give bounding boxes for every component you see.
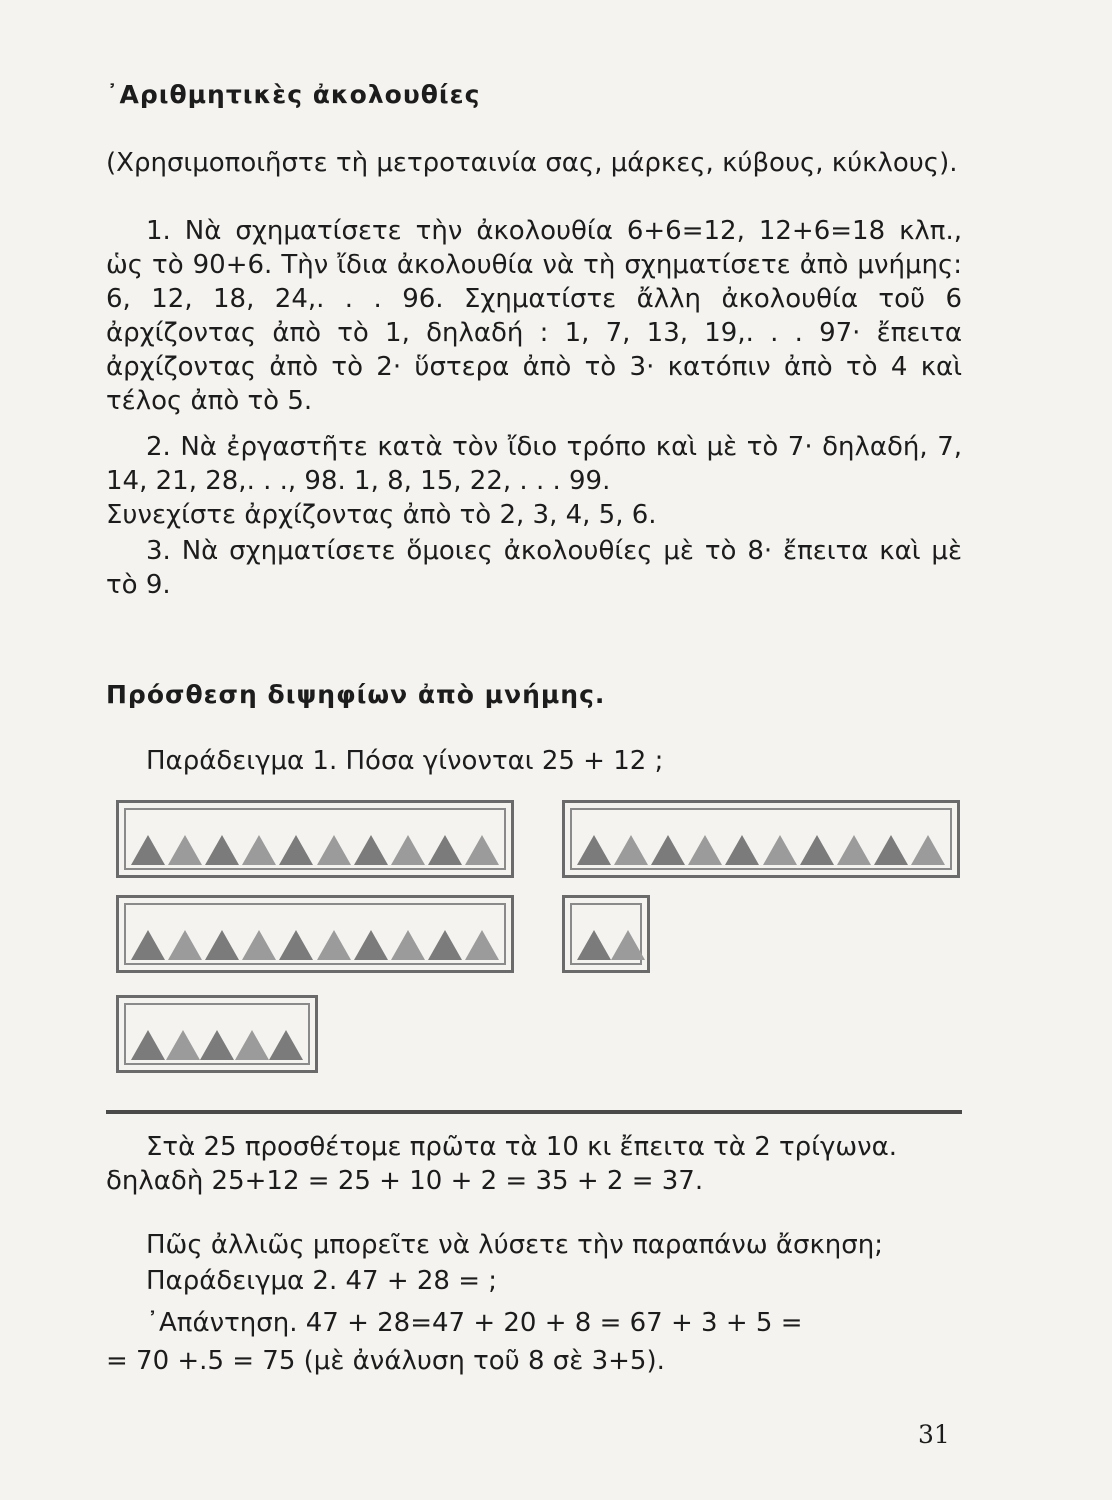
exercise-1: 1. Νὰ σχηματίσετε τὴν ἀκολουθία 6+6=12, 12+6=18 κλπ., ὡς τὸ 90+6. Τὴν ἴδια ἀκολουθία νὰ τὴ σχηματίσετε ἀπὸ μνήμης: 6, 12, 18, 24,. . . 96. Σχηματίστε ἄλλη ἀκολουθία τοῦ 6 ἀρχίζοντας ἀπὸ τὸ 1, δηλαδή : 1, 7, 13, 19,. . . 97· ἔπειτα ἀρχίζοντας ἀπὸ τὸ 2· ὕστερα ἀπὸ τὸ 3· κατόπιν ἀπὸ τὸ 4 καὶ τέλος ἀπὸ τὸ 5. bbox=[106, 216, 962, 416]
triangle-icon bbox=[205, 835, 239, 865]
example-1: Παράδειγμα 1. Πόσα γίνονται 25 + 12 ; bbox=[146, 746, 664, 776]
triangle-box-b bbox=[562, 800, 960, 878]
triangle-icon bbox=[131, 930, 165, 960]
triangle-icon bbox=[465, 930, 499, 960]
triangle-icon bbox=[235, 1030, 269, 1060]
triangle-icon bbox=[317, 930, 351, 960]
answer-line-2: = 70 +.5 = 75 (μὲ ἀνάλυση τοῦ 8 σὲ 3+5). bbox=[106, 1346, 665, 1376]
exercise-3: 3. Νὰ σχηματίσετε ὅμοιες ἀκολουθίες μὲ τὸ 8· ἔπειτα καὶ μὲ τὸ 9. bbox=[106, 536, 962, 600]
triangle-icon bbox=[168, 835, 202, 865]
intro-paragraph: (Χρησιμοποιῆστε τὴ μετροταινία σας, μάρκες, κύβους, κύκλους). bbox=[106, 148, 958, 178]
question: Πῶς ἀλλιῶς μπορεῖτε νὰ λύσετε τὴν παραπάνω ἄσκηση; bbox=[146, 1230, 883, 1260]
triangle-row bbox=[577, 910, 635, 960]
triangle-row bbox=[131, 815, 499, 865]
triangle-icon bbox=[837, 835, 871, 865]
triangle-icon bbox=[577, 835, 611, 865]
triangle-icon bbox=[317, 835, 351, 865]
triangle-icon bbox=[428, 835, 462, 865]
triangle-row bbox=[131, 1010, 303, 1060]
triangle-icon bbox=[763, 835, 797, 865]
triangle-icon bbox=[242, 835, 276, 865]
section-title-addition: Πρόσθεση διψηφίων ἀπὸ μνήμης. bbox=[106, 680, 606, 709]
explanation-line-2: δηλαδὴ 25+12 = 25 + 10 + 2 = 35 + 2 = 37. bbox=[106, 1166, 704, 1196]
triangle-box-c bbox=[116, 895, 514, 973]
example-2: Παράδειγμα 2. 47 + 28 = ; bbox=[146, 1266, 498, 1296]
triangle-icon bbox=[168, 930, 202, 960]
triangle-icon bbox=[465, 835, 499, 865]
triangle-row bbox=[131, 910, 499, 960]
triangle-icon bbox=[725, 835, 759, 865]
triangle-icon bbox=[242, 930, 276, 960]
triangle-icon bbox=[279, 930, 313, 960]
triangle-icon bbox=[269, 1030, 303, 1060]
triangle-icon bbox=[354, 835, 388, 865]
triangle-box-e bbox=[116, 995, 318, 1073]
triangle-icon bbox=[279, 835, 313, 865]
triangle-icon bbox=[205, 930, 239, 960]
exercise-2: 2. Νὰ ἐργαστῆτε κατὰ τὸν ἴδιο τρόπο καὶ μὲ τὸ 7· δηλαδή, 7, 14, 21, 28,. . ., 98. 1, 8, 15, 22, . . . 99. bbox=[106, 432, 962, 496]
triangle-icon bbox=[428, 930, 462, 960]
triangle-box-a bbox=[116, 800, 514, 878]
triangle-icon bbox=[131, 1030, 165, 1060]
triangle-icon bbox=[166, 1030, 200, 1060]
triangle-icon bbox=[131, 835, 165, 865]
triangle-icon bbox=[577, 930, 611, 960]
triangle-icon bbox=[391, 930, 425, 960]
triangle-icon bbox=[611, 930, 645, 960]
triangle-icon bbox=[874, 835, 908, 865]
triangle-row bbox=[577, 815, 945, 865]
explanation-line-1: Στὰ 25 προσθέτομε πρῶτα τὰ 10 κι ἔπειτα τὰ 2 τρίγωνα. bbox=[146, 1132, 898, 1162]
exercise-2-continue: Συνεχίστε ἀρχίζοντας ἀπὸ τὸ 2, 3, 4, 5, 6. bbox=[106, 500, 657, 530]
triangle-icon bbox=[651, 835, 685, 865]
divider-rule bbox=[106, 1110, 962, 1114]
triangle-icon bbox=[614, 835, 648, 865]
triangle-icon bbox=[911, 835, 945, 865]
page-number: 31 bbox=[918, 1420, 950, 1449]
triangle-icon bbox=[200, 1030, 234, 1060]
triangle-icon bbox=[354, 930, 388, 960]
section-title-sequences: ᾿Αριθμητικὲς ἀκολουθίες bbox=[106, 80, 481, 109]
triangle-box-d bbox=[562, 895, 650, 973]
answer-line-1: ᾿Απάντηση. 47 + 28=47 + 20 + 8 = 67 + 3 + 5 = bbox=[146, 1308, 803, 1338]
triangle-icon bbox=[688, 835, 722, 865]
triangle-icon bbox=[800, 835, 834, 865]
triangle-icon bbox=[391, 835, 425, 865]
